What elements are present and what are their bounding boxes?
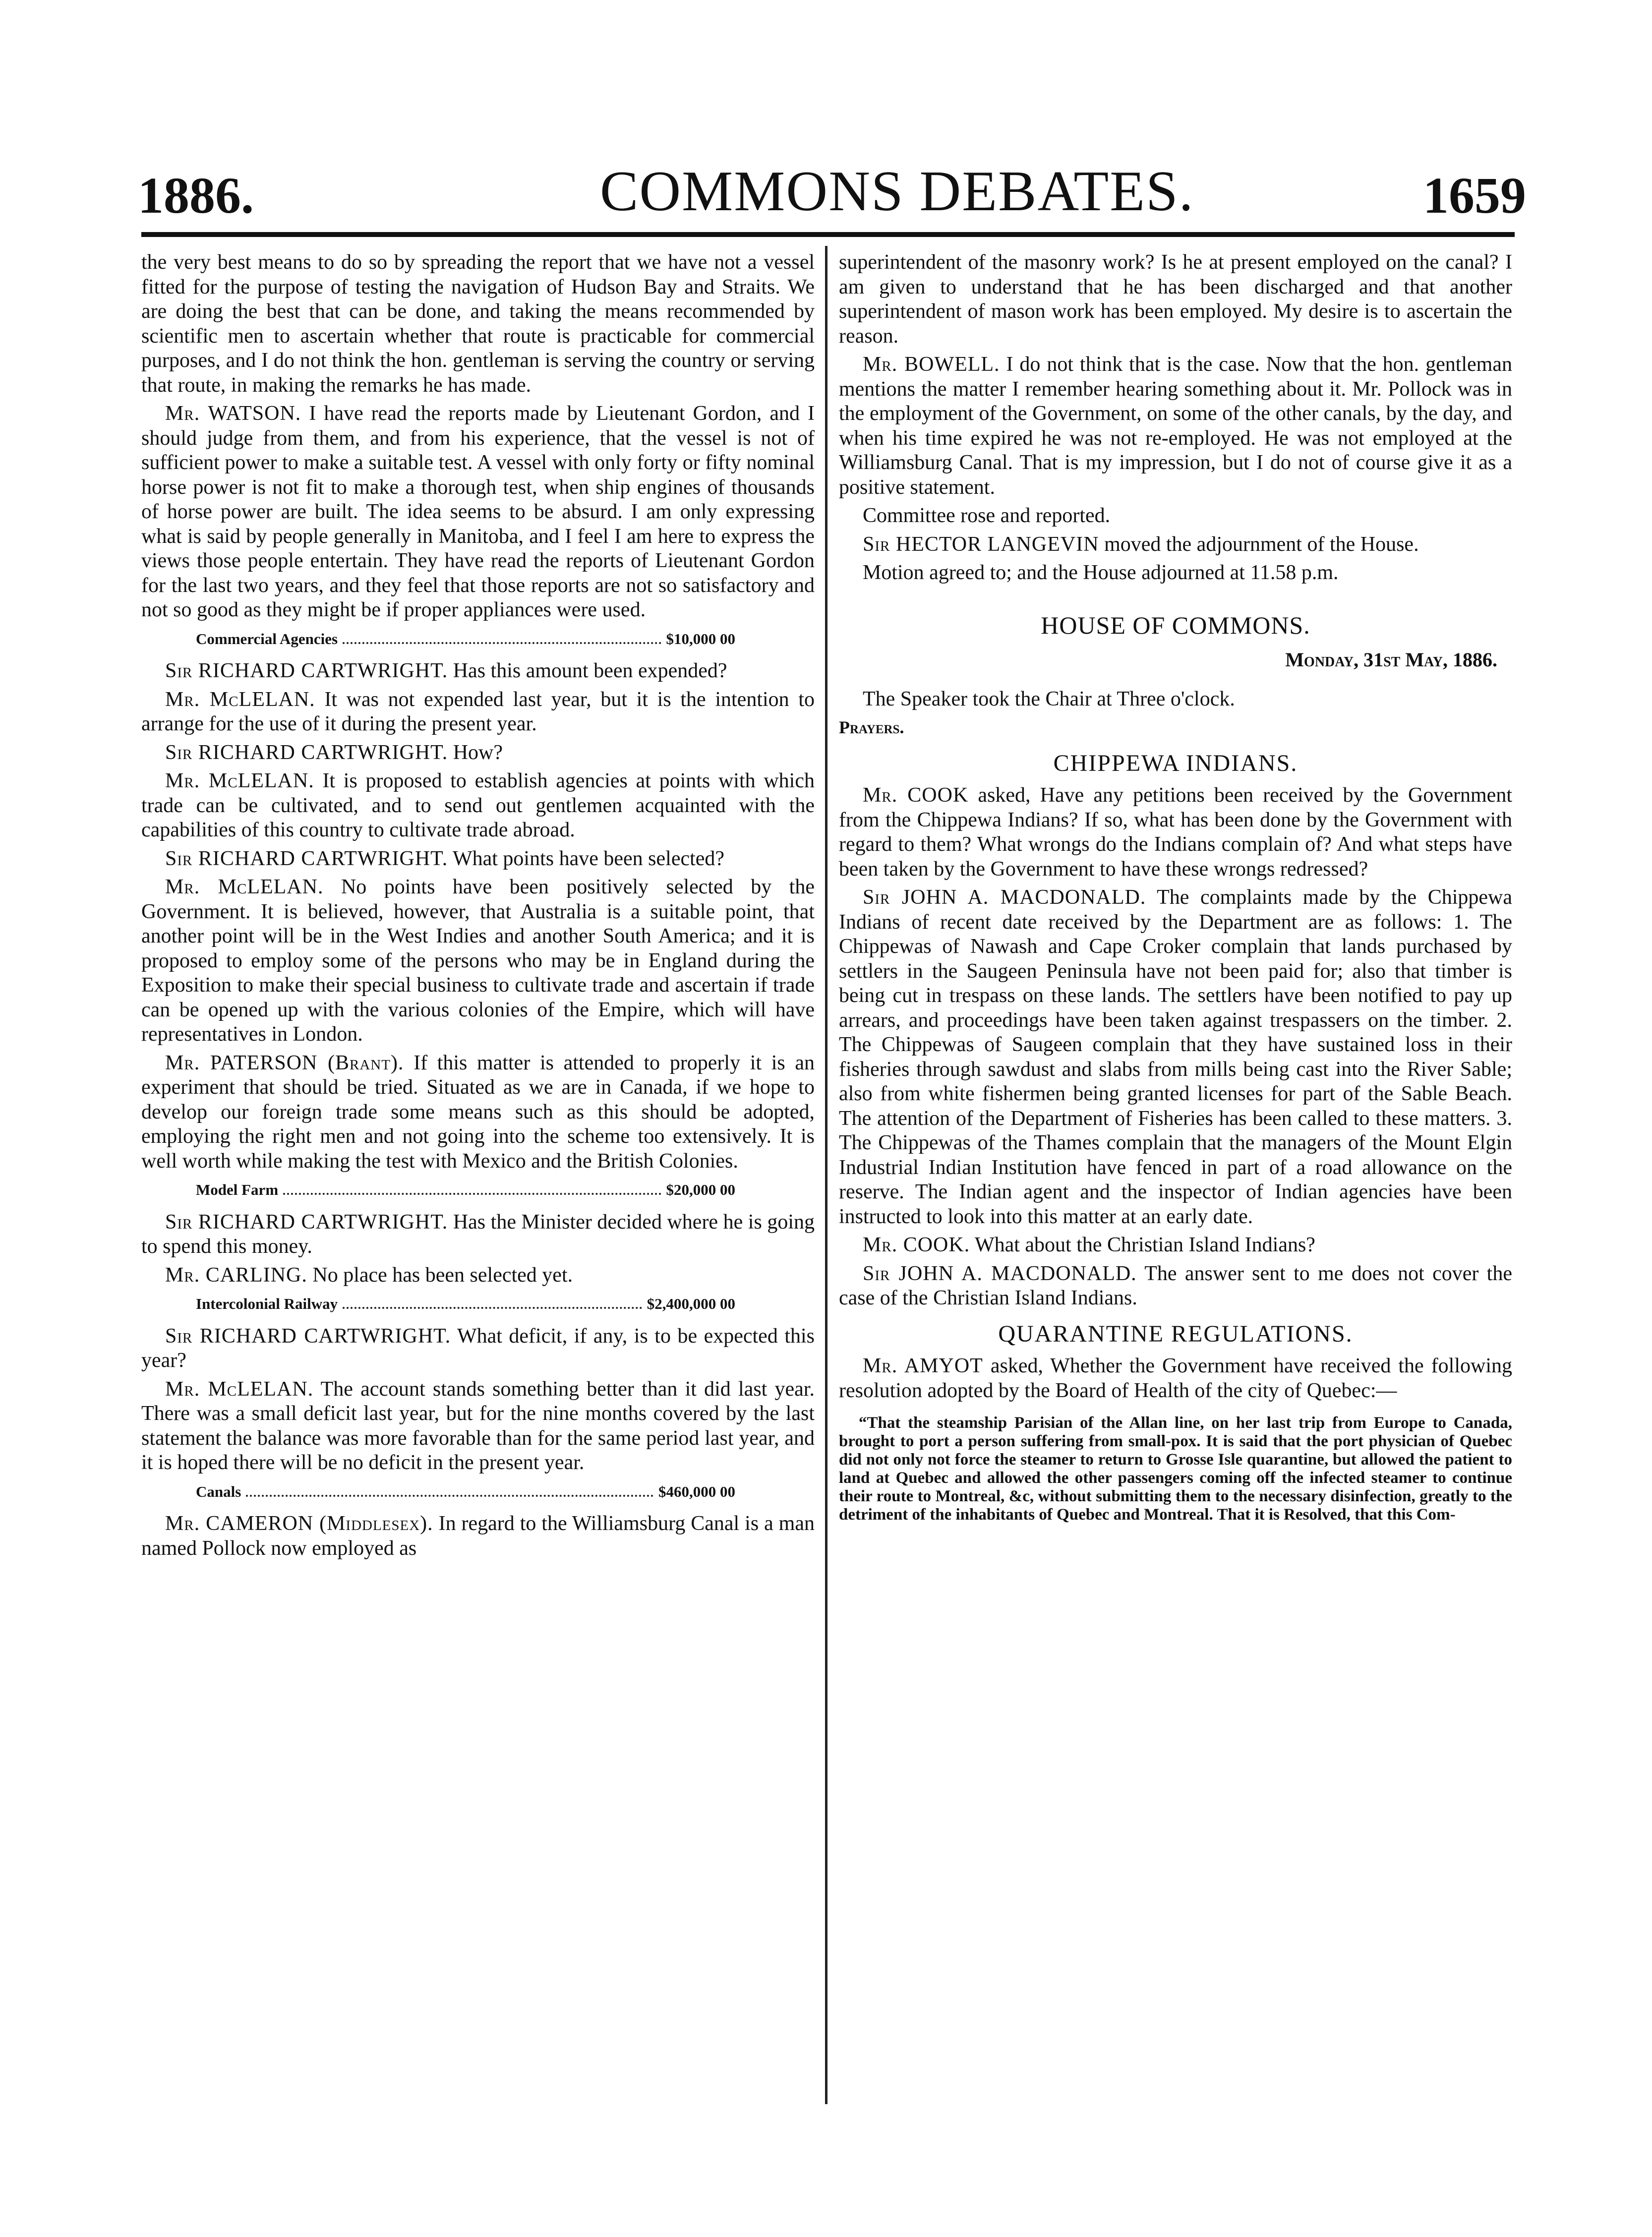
sitting-date: Monday, 31st May, 1886. bbox=[1285, 648, 1497, 671]
speech bbox=[839, 1233, 1512, 1258]
subsection-heading: CHIPPEWA INDIANS. bbox=[1053, 750, 1298, 776]
speaker: Mr. McLELAN. bbox=[165, 876, 324, 898]
speech-text: If this matter is attended to properly it is an experiment that should be tried. Situated as we are in Canada, if we hope to develop our foreign trade some means such as this should be adopted, employing the right men and not going into the scheme too extensively. It is well worth while making the test with Mexico and the British Colonies. bbox=[141, 1051, 815, 1173]
speech-text: What about the Christian Island Indians? bbox=[974, 1234, 1315, 1256]
speech bbox=[141, 1263, 815, 1288]
speaker: Mr. CARLING. bbox=[165, 1263, 307, 1287]
speaker: Mr. AMYOT bbox=[863, 1354, 983, 1377]
header-rule bbox=[141, 232, 1515, 237]
speech-text: What points have been selected? bbox=[452, 847, 725, 870]
speech bbox=[141, 402, 815, 623]
speech bbox=[141, 741, 815, 765]
speaker: Sir JOHN A. MACDONALD. bbox=[863, 886, 1146, 909]
speech bbox=[141, 688, 815, 737]
estimate-item bbox=[141, 627, 815, 651]
prayers-label: Prayers. bbox=[839, 717, 904, 737]
speech bbox=[141, 875, 815, 1047]
speech-text: It is proposed to establish agencies at points with which trade can be cultivated, and to send out gentlemen acquainted with the capabilities of this country to cultivate trade abroad. bbox=[141, 769, 815, 841]
speech-text: In regard to the Williamsburg Canal is a man named Pollock now employed as bbox=[141, 1512, 815, 1560]
item-name: Intercolonial Railway bbox=[196, 1295, 338, 1312]
item-amount: $10,000 00 bbox=[666, 630, 735, 648]
speaker: Mr. McLELAN. bbox=[165, 688, 315, 711]
leader-dots bbox=[343, 1298, 642, 1309]
section-heading: HOUSE OF COMMONS. bbox=[1041, 611, 1310, 639]
speaker: Mr. BOWELL. bbox=[863, 353, 1000, 376]
speaker: Sir RICHARD CARTWRIGHT. bbox=[165, 1324, 451, 1348]
right-column bbox=[839, 250, 1512, 1524]
speech-text: I do not think that is the case. Now that the hon. gentleman mentions the matter I remember hearing something about it. Mr. Pollock was in the employment of the Government, on some of the other canals, by the day, and when his time expired he was not re-employed. He was not employed at the Williamsburg Canal. That is my impression, but I do not of course give it as a positive statement. bbox=[839, 353, 1512, 499]
paragraph: Committee rose and reported. bbox=[863, 504, 1111, 527]
speech-text: No points have been positively selected by the Government. It is believed, however, that Australia is a suitable point, that another point will be in the West Indies and another South America; and it is proposed to employ some of the persons who may be in England during the Exposition to make their special business to cultivate trade and ascertain if trade can be opened up with the various colonies of the Empire, which will have representatives in London. bbox=[141, 876, 815, 1046]
speech bbox=[141, 1051, 815, 1174]
item-amount: $20,000 00 bbox=[666, 1181, 735, 1198]
speech bbox=[839, 1354, 1512, 1403]
speech bbox=[141, 847, 815, 872]
speaker: Mr. COOK bbox=[863, 784, 969, 807]
paragraph: Motion agreed to; and the House adjourned at 11.58 p.m. bbox=[863, 561, 1339, 584]
speech-text: Has the Minister decided where he is going to spend this money. bbox=[141, 1210, 815, 1258]
speaker: Mr. CAMERON (Middlesex). bbox=[165, 1512, 433, 1535]
speech bbox=[839, 1262, 1512, 1311]
speech-text: The complaints made by the Chippewa Indians of recent date received by the Department are as follows: 1. The Chippewas of Nawash and Cape Croker complain that lands purchased by settlers in the Saugeen Peninsula have not been paid for; also that timber is being cut in trespass on these lands. The settlers have been notified to pay up arrears, and proceedings have been taken against trespassers on the timber. 2. The Chippewas of Saugeen complain that they have sustained loss in their fisheries through sawdust and slabs from mills being cast into the River Sable; also from white fishermen being granted licenses for part of the Sable Beach. The attention of the Department of Fisheries has been called to these matters. 3. The Chippewas of the Thames complain that the managers of the Mount Elgin Industrial Indian Institution have fenced in part of a road allowance on the reserve. The Indian agent and the inspector of Indian agencies have been instructed to look into this matter at an early date. bbox=[839, 886, 1512, 1228]
speech-text: asked, Have any petitions been received by the Government from the Chippewa Indians? If so, what has been done by the Government with regard to them? What wrongs do the Indians complain of? And what steps have been taken by the Government to have these wrongs redressed? bbox=[839, 784, 1512, 881]
speech bbox=[141, 1377, 815, 1475]
quoted-resolution: “That the steamship Parisian of the Allan line, on her last trip from Europe to Canada, brought to port a person suffering from small-pox. It is said that the port physician of Quebec did not only not force the steamer to return to Grosse Isle quarantine, but allowed the patient to land at Quebec and allowed the other passengers coming off the infected steamer to continue their route to Montreal, &c, without submitting them to the necessary disinfection, greatly to the detriment of the inhabitants of Quebec and Montreal. That it is Resolved, that this Com- bbox=[839, 1414, 1512, 1524]
speech-text: The answer sent to me does not cover the case of the Christian Island Indians. bbox=[839, 1262, 1512, 1309]
item-name: Canals bbox=[196, 1482, 241, 1500]
item-amount: $460,000 00 bbox=[658, 1482, 735, 1500]
estimate-item bbox=[141, 1292, 815, 1316]
speech-text: It was not expended last year, but it is the intention to arrange for the use of it during the present year. bbox=[141, 688, 815, 735]
paragraph: superintendent of the masonry work? Is he at present employed on the canal? I am given to understand that he has been discharged and that another superintendent of mason work has been employed. My desire is to ascertain the reason. bbox=[839, 251, 1512, 348]
column-divider bbox=[825, 246, 827, 2104]
speech bbox=[141, 769, 815, 843]
speaker: Sir JOHN A. MACDONALD. bbox=[863, 1262, 1137, 1285]
subsection-heading: QUARANTINE REGULATIONS. bbox=[998, 1320, 1353, 1347]
header-year: 1886. bbox=[138, 167, 254, 224]
leader-dots bbox=[246, 1486, 653, 1497]
estimate-item bbox=[141, 1177, 815, 1202]
speech bbox=[839, 353, 1512, 500]
speech bbox=[839, 532, 1512, 557]
speech bbox=[141, 659, 815, 684]
speech bbox=[839, 885, 1512, 1229]
speech-text: Has this amount been expended? bbox=[453, 659, 727, 682]
speech bbox=[141, 1324, 815, 1373]
speaker: Sir RICHARD CARTWRIGHT. bbox=[165, 659, 448, 682]
speech bbox=[141, 1210, 815, 1259]
header-page-number: 1659 bbox=[1423, 167, 1526, 224]
speech-text: The account stands something better than it did last year. There was a small deficit last year, but for the nine months covered by the last statement the balance was more favorable than for the same period last year, and it is hoped there will be no deficit in the present year. bbox=[141, 1377, 815, 1474]
speaker: Mr. McLELAN. bbox=[165, 769, 314, 792]
speaker: Mr. COOK. bbox=[863, 1234, 970, 1256]
speaker: Mr. WATSON. bbox=[165, 402, 301, 425]
page-header bbox=[0, 0, 1652, 268]
left-column bbox=[141, 250, 815, 1561]
item-name: Commercial Agencies bbox=[196, 630, 338, 648]
leader-dots bbox=[343, 633, 661, 644]
item-amount: $2,400,000 00 bbox=[647, 1295, 735, 1312]
speech-text: moved the adjournment of the House. bbox=[1104, 532, 1419, 556]
speech-text: asked, Whether the Government have received the following resolution adopted by the Board of Health of the city of Quebec:— bbox=[839, 1354, 1512, 1402]
estimate-item bbox=[141, 1479, 815, 1504]
speech bbox=[839, 783, 1512, 882]
leader-dots bbox=[283, 1184, 661, 1195]
paragraph: The Speaker took the Chair at Three o'clock. bbox=[863, 687, 1235, 710]
speech-text: What deficit, if any, is to be expected this year? bbox=[141, 1324, 815, 1372]
speech-text: How? bbox=[453, 741, 503, 764]
speaker: Sir RICHARD CARTWRIGHT. bbox=[165, 847, 448, 870]
speaker: Sir HECTOR LANGEVIN bbox=[863, 532, 1099, 556]
header-title: COMMONS DEBATES. bbox=[600, 160, 1194, 223]
speech-text: I have read the reports made by Lieutenant Gordon, and I should judge from them, and from his experience, that the vessel is not of sufficient power to make a suitable test. A vessel with only forty or fifty nominal horse power is not fit to make a thorough test, when ship engines of thousands of horse power are built. The idea seems to be absurd. I am only expressing what is said by people generally in Manitoba, and I feel I am here to express the views those people entertain. They have read the reports of Lieutenant Gordon for the last two years, and they feel that those reports are not so satisfactory and not so good as they might be if proper appliances were used. bbox=[141, 402, 815, 621]
speaker: Mr. McLELAN. bbox=[165, 1377, 314, 1401]
speech-text: No place has been selected yet. bbox=[312, 1263, 573, 1287]
speaker: Mr. PATERSON (Brant). bbox=[165, 1051, 404, 1074]
item-name: Model Farm bbox=[196, 1181, 279, 1198]
speaker: Sir RICHARD CARTWRIGHT. bbox=[165, 1210, 448, 1234]
speaker: Sir RICHARD CARTWRIGHT. bbox=[165, 741, 448, 764]
paragraph: the very best means to do so by spreading the report that we have not a vessel fitted for the purpose of testing the navigation of Hudson Bay and Straits. We are doing the best that can be done, and taking the means recommended by scientific men to ascertain whether that route is practicable for commercial purposes, and I do not think the hon. gentleman is serving the country or serving that route, in making the remarks he has made. bbox=[141, 251, 815, 397]
speech bbox=[141, 1512, 815, 1561]
